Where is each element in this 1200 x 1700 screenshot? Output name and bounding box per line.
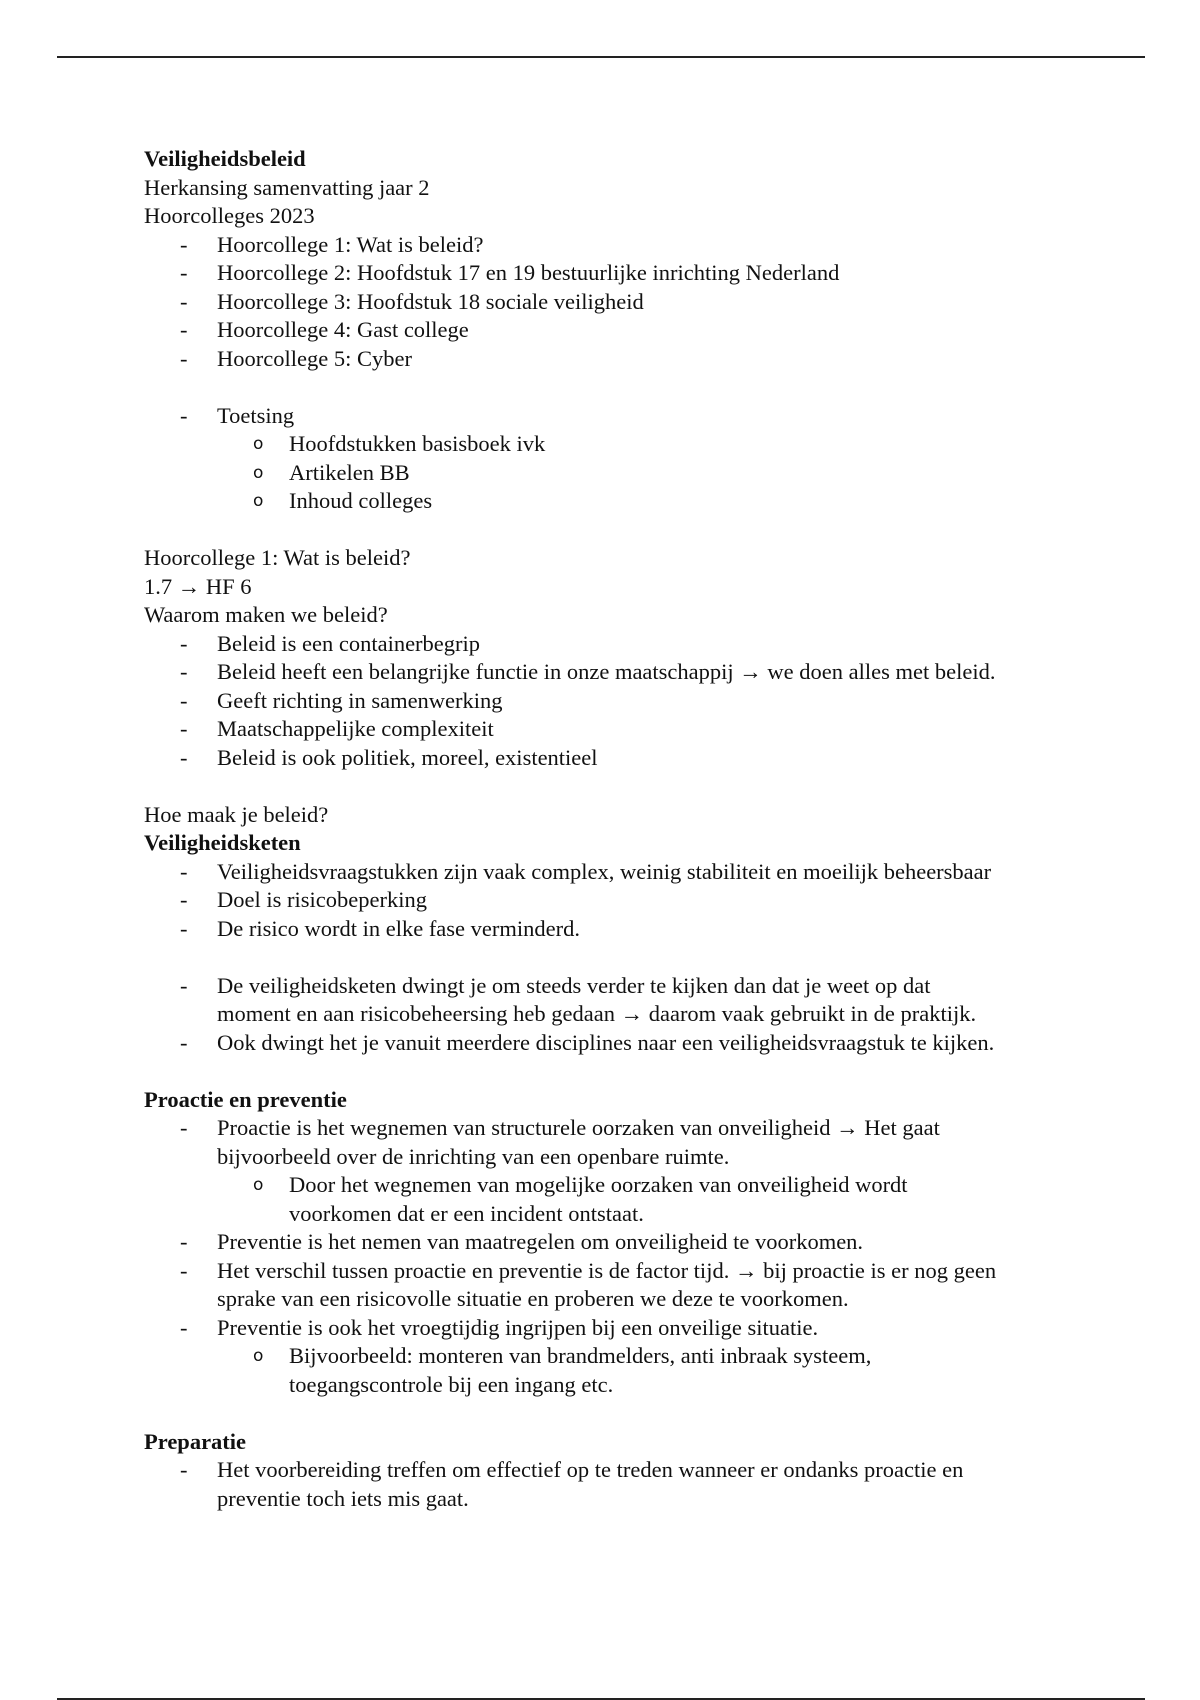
dash-marker: -: [180, 260, 188, 285]
list-item: [144, 1114, 1104, 1171]
list-item-text: Hoofdstukken basisboek ivk: [289, 431, 546, 456]
list-item: [144, 1456, 1104, 1513]
list-item-text: Ook dwingt het je vanuit meerdere disciplines naar een veiligheidsvraagstuk te kijken.: [217, 1029, 995, 1055]
list-item-text: Door het wegnemen van mogelijke oorzaken van onveiligheid wordt: [289, 1172, 908, 1197]
list-item: [144, 288, 1104, 317]
section-heading-preparatie: Preparatie: [144, 1428, 247, 1454]
list-item: [144, 1257, 1104, 1314]
list-item: [144, 858, 1104, 887]
lectures-list: [144, 231, 1104, 374]
circle-marker: o: [253, 462, 264, 483]
dash-marker: -: [180, 1029, 188, 1055]
list-item-text: Inhoud colleges: [289, 488, 433, 513]
dash-marker: -: [180, 887, 188, 912]
dash-marker: -: [180, 1115, 188, 1140]
circle-marker: o: [253, 434, 264, 454]
sub-list-item: [144, 1342, 1104, 1399]
list-item-text: Hoorcollege 4: Gast college: [217, 317, 469, 342]
toetsing-list: [144, 402, 1104, 516]
list-item-text: sprake van een risicovolle situatie en proberen we deze te voorkomen.: [217, 1286, 849, 1311]
dash-marker: -: [180, 317, 188, 342]
document-subtitle: Herkansing samenvatting jaar 2: [144, 174, 430, 200]
dash-marker: -: [180, 744, 188, 770]
section-question: Waarom maken we beleid?: [144, 602, 388, 627]
sub-list-item: [144, 487, 1104, 516]
proactie-list: [144, 1114, 1104, 1399]
list-item: [144, 231, 1104, 260]
circle-marker: o: [253, 1346, 264, 1366]
circle-marker: o: [253, 491, 264, 511]
list-item-text: Preventie is ook het vroegtijdig ingrijpen bij een onveilige situatie.: [217, 1314, 819, 1340]
list-item-text: Veiligheidsvraagstukken zijn vaak complex, weinig stabiliteit en moeilijk beheersbaar: [217, 858, 992, 884]
dash-marker: -: [180, 231, 188, 257]
list-item-text: Hoorcollege 2: Hoofdstuk 17 en 19 bestuurlijke inrichting Nederland: [217, 260, 840, 285]
dash-marker: -: [180, 915, 188, 941]
dash-marker: -: [180, 1229, 188, 1254]
list-item-text: Hoorcollege 3: Hoofdstuk 18 sociale veiligheid: [217, 288, 644, 314]
list-item: [144, 345, 1104, 374]
list-item: [144, 259, 1104, 288]
list-item: [144, 886, 1104, 915]
list-item: [144, 316, 1104, 345]
list-item-text: Preventie is het nemen van maatregelen om onveiligheid te voorkomen.: [217, 1229, 864, 1254]
list-item-text: preventie toch iets mis gaat.: [217, 1485, 469, 1511]
list-item: [144, 1029, 1104, 1058]
list-item: [144, 715, 1104, 744]
list-item: [144, 402, 1104, 431]
list-item-text: Het voorbereiding treffen om effectief op te treden wanneer er ondanks proactie en: [217, 1457, 964, 1482]
list-item-text: Hoorcollege 5: Cyber: [217, 345, 412, 371]
document-page: [144, 145, 1104, 1513]
circle-marker: o: [253, 1175, 264, 1195]
veiligheidsketen-list: [144, 858, 1104, 944]
chapter-reference: 1.7 → HF 6: [144, 573, 252, 599]
list-item: [144, 1314, 1104, 1343]
preparatie-list: [144, 1456, 1104, 1513]
top-rule: [57, 56, 1145, 58]
list-item-text: Beleid is ook politiek, moreel, existentieel: [217, 744, 598, 770]
list-item-text: toegangscontrole bij een ingang etc.: [289, 1371, 614, 1397]
dash-marker: -: [180, 1314, 188, 1340]
list-item: [144, 630, 1104, 659]
list-item: [144, 687, 1104, 716]
list-item-text: Doel is risicobeperking: [217, 887, 427, 912]
list-item-text: Het verschil tussen proactie en preventie is de factor tijd. → bij proactie is er nog geen: [217, 1257, 997, 1283]
sub-list-item: [144, 1171, 1104, 1228]
sub-list-item: [144, 430, 1104, 459]
dash-marker: -: [180, 288, 188, 314]
list-item: [144, 972, 1104, 1029]
dash-marker: -: [180, 1457, 188, 1482]
list-item-text: Maatschappelijke complexiteit: [217, 716, 494, 741]
toetsing-label: Toetsing: [217, 402, 295, 428]
section-question: Hoe maak je beleid?: [144, 801, 329, 827]
list-item-text: Artikelen BB: [289, 459, 410, 485]
section-heading-hc1: Hoorcollege 1: Wat is beleid?: [144, 545, 411, 570]
lectures-heading: Hoorcolleges 2023: [144, 203, 315, 228]
list-item: [144, 658, 1104, 687]
list-item-text: Beleid is een containerbegrip: [217, 630, 481, 656]
list-item-text: Beleid heeft een belangrijke functie in onze maatschappij → we doen alles met beleid.: [217, 659, 996, 684]
sub-list-item: [144, 459, 1104, 488]
veiligheidsketen-list-2: [144, 972, 1104, 1058]
list-item: [144, 915, 1104, 944]
dash-marker: -: [180, 345, 188, 371]
dash-marker: -: [180, 1257, 188, 1283]
dash-marker: -: [180, 858, 188, 884]
dash-marker: -: [180, 659, 188, 684]
section-heading-veiligheidsketen: Veiligheidsketen: [144, 830, 301, 855]
list-item-text: moment en aan risicobeheersing heb gedaan → daarom vaak gebruikt in de praktijk.: [217, 1001, 977, 1026]
list-item-text: De risico wordt in elke fase verminderd.: [217, 915, 580, 941]
list-item: [144, 1228, 1104, 1257]
document-title: Veiligheidsbeleid: [144, 146, 306, 171]
list-item-text: Proactie is het wegnemen van structurele oorzaken van onveiligheid → Het gaat: [217, 1115, 940, 1140]
list-item-text: Bijvoorbeeld: monteren van brandmelders, anti inbraak systeem,: [289, 1343, 872, 1368]
list-item-text: De veiligheidsketen dwingt je om steeds verder te kijken dan dat je weet op dat: [217, 972, 931, 998]
list-item-text: Geeft richting in samenwerking: [217, 687, 503, 713]
dash-marker: -: [180, 630, 188, 656]
dash-marker: -: [180, 402, 188, 428]
list-item: [144, 744, 1104, 773]
list-item-text: voorkomen dat er een incident ontstaat.: [289, 1200, 644, 1226]
dash-marker: -: [180, 972, 188, 998]
list-item-text: Hoorcollege 1: Wat is beleid?: [217, 231, 484, 257]
hc1-list: [144, 630, 1104, 773]
dash-marker: -: [180, 716, 188, 741]
dash-marker: -: [180, 687, 188, 713]
list-item-text: bijvoorbeeld over de inrichting van een openbare ruimte.: [217, 1143, 730, 1169]
section-heading-proactie: Proactie en preventie: [144, 1086, 347, 1112]
